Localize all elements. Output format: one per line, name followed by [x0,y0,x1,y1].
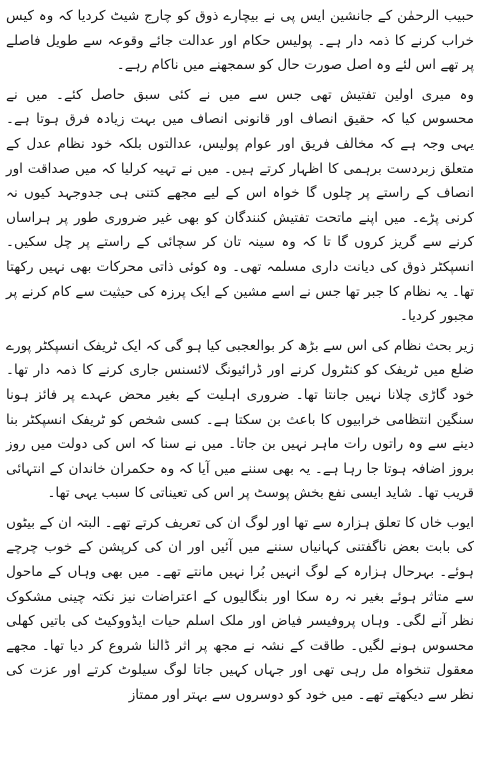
paragraph-1: حبیب الرحمٰن کے جانشین ایس پی نے بیچارے ذوق کو چارج شیٹ کردیا کہ وہ کیس خراب کرنے کا ذمہ دار ہے۔ پولیس حکام اور عدالت جائے وقوعہ سے طویل فاصلے پر تھے اس لئے وہ اصل صورت حال کو سمجھنے میں ناکام رہے۔ [6,8,474,74]
paragraph-3: زیر بحث نظام کی اس سے بڑھ کر بوالعجبی کیا ہو گی کہ ایک ٹریفک انسپکٹر پورے ضلع میں ٹریفک کو کنٹرول کرنے اور ڈرائیونگ لائسنس جاری کرنے کا ذمہ دار تھا۔ خود گاڑی چلانا نہیں جانتا تھا۔ ضروری اہلیت کے بغیر محض عہدے پر فائز ہونا سنگین انتظامی خرابیوں کا باعث بن سکتا ہے۔ کسی شخص کو ٹریفک انسپکٹر بنا دینے سے وہ راتوں رات ماہر نہیں بن جاتا۔ میں نے سنا کہ اس کی دولت میں روز بروز اضافہ ہوتا جا رہا ہے۔ یہ بھی سننے میں آیا کہ وہ حکمران خاندان کے انتہائی قریب تھا۔ شاید ایسی نفع بخش پوسٹ پر اس کی تعیناتی کا سبب یہی تھا۔ [6,337,474,502]
paragraph-4: ایوب خاں کا تعلق ہزارہ سے تھا اور لوگ ان کی تعریف کرتے تھے۔ البتہ ان کے بیٹوں کی بابت بعض ناگفتنی کہانیاں سننے میں آئیں اور ان کی کرپشن کے خوب چرچے ہوئے۔ بہرحال ہزارہ کے لوگ انہیں بُرا نہیں مانتے تھے۔ میں بھی وہاں کے ماحول سے متاثر ہوئے بغیر نہ رہ سکا اور بنگالیوں کے اعتراضات نیز نکتہ چینی مشکوک نظر آنے لگی۔ وہاں پروفیسر فیاض اور ملک اسلم حیات ایڈووکیٹ کی باتیں کھلی محسوس ہونے لگیں۔ طاقت کے نشہ نے مجھ پر اثر ڈالنا شروع کر دیا تھا۔ مجھے معقول تنخواہ مل رہی تھی اور جہاں کہیں جاتا لوگ سیلوٹ کرتے اور عزت کی نظر سے دیکھتے تھے۔ میں خود کو دوسروں سے بہتر اور ممتاز [6,514,474,704]
article-page [6,4,474,764]
paragraph-2: وہ میری اولین تفتیش تھی جس سے میں نے کئی سبق حاصل کئے۔ میں نے محسوس کیا کہ حقیق انصاف اور قانونی انصاف میں بہت زیادہ فرق ہوتا ہے۔ یہی وجہ ہے کہ مخالف فریق اور عوام پولیس، عدالتوں بلکہ خود نظام عدل کے متعلق زبردست برہمی کا اظہار کرتے ہیں۔ میں نے تہیہ کرلیا کہ میں صداقت اور انصاف کے راستے پر چلوں گا خواہ اس کے لیے مجھے کتنی ہی جدوجہد کیوں نہ کرنی پڑے۔ میں اپنے ماتحت تفتیش کنندگان کو بھی غیر ضروری طور پر ہراساں کرنے سے گریز کروں گا تا کہ وہ سینہ تان کر سچائی کے راستے پر چل سکیں۔ انسپکٹر ذوق کی دیانت داری مسلمہ تھی۔ وہ کوئی ذاتی محرکات بھی نہیں رکھتا تھا۔ یہ نظام کا جبر تھا جس نے اسے مشین کے ایک پرزہ کی حیثیت سے کام کرنے پر مجبور کردیا۔ [6,86,474,325]
